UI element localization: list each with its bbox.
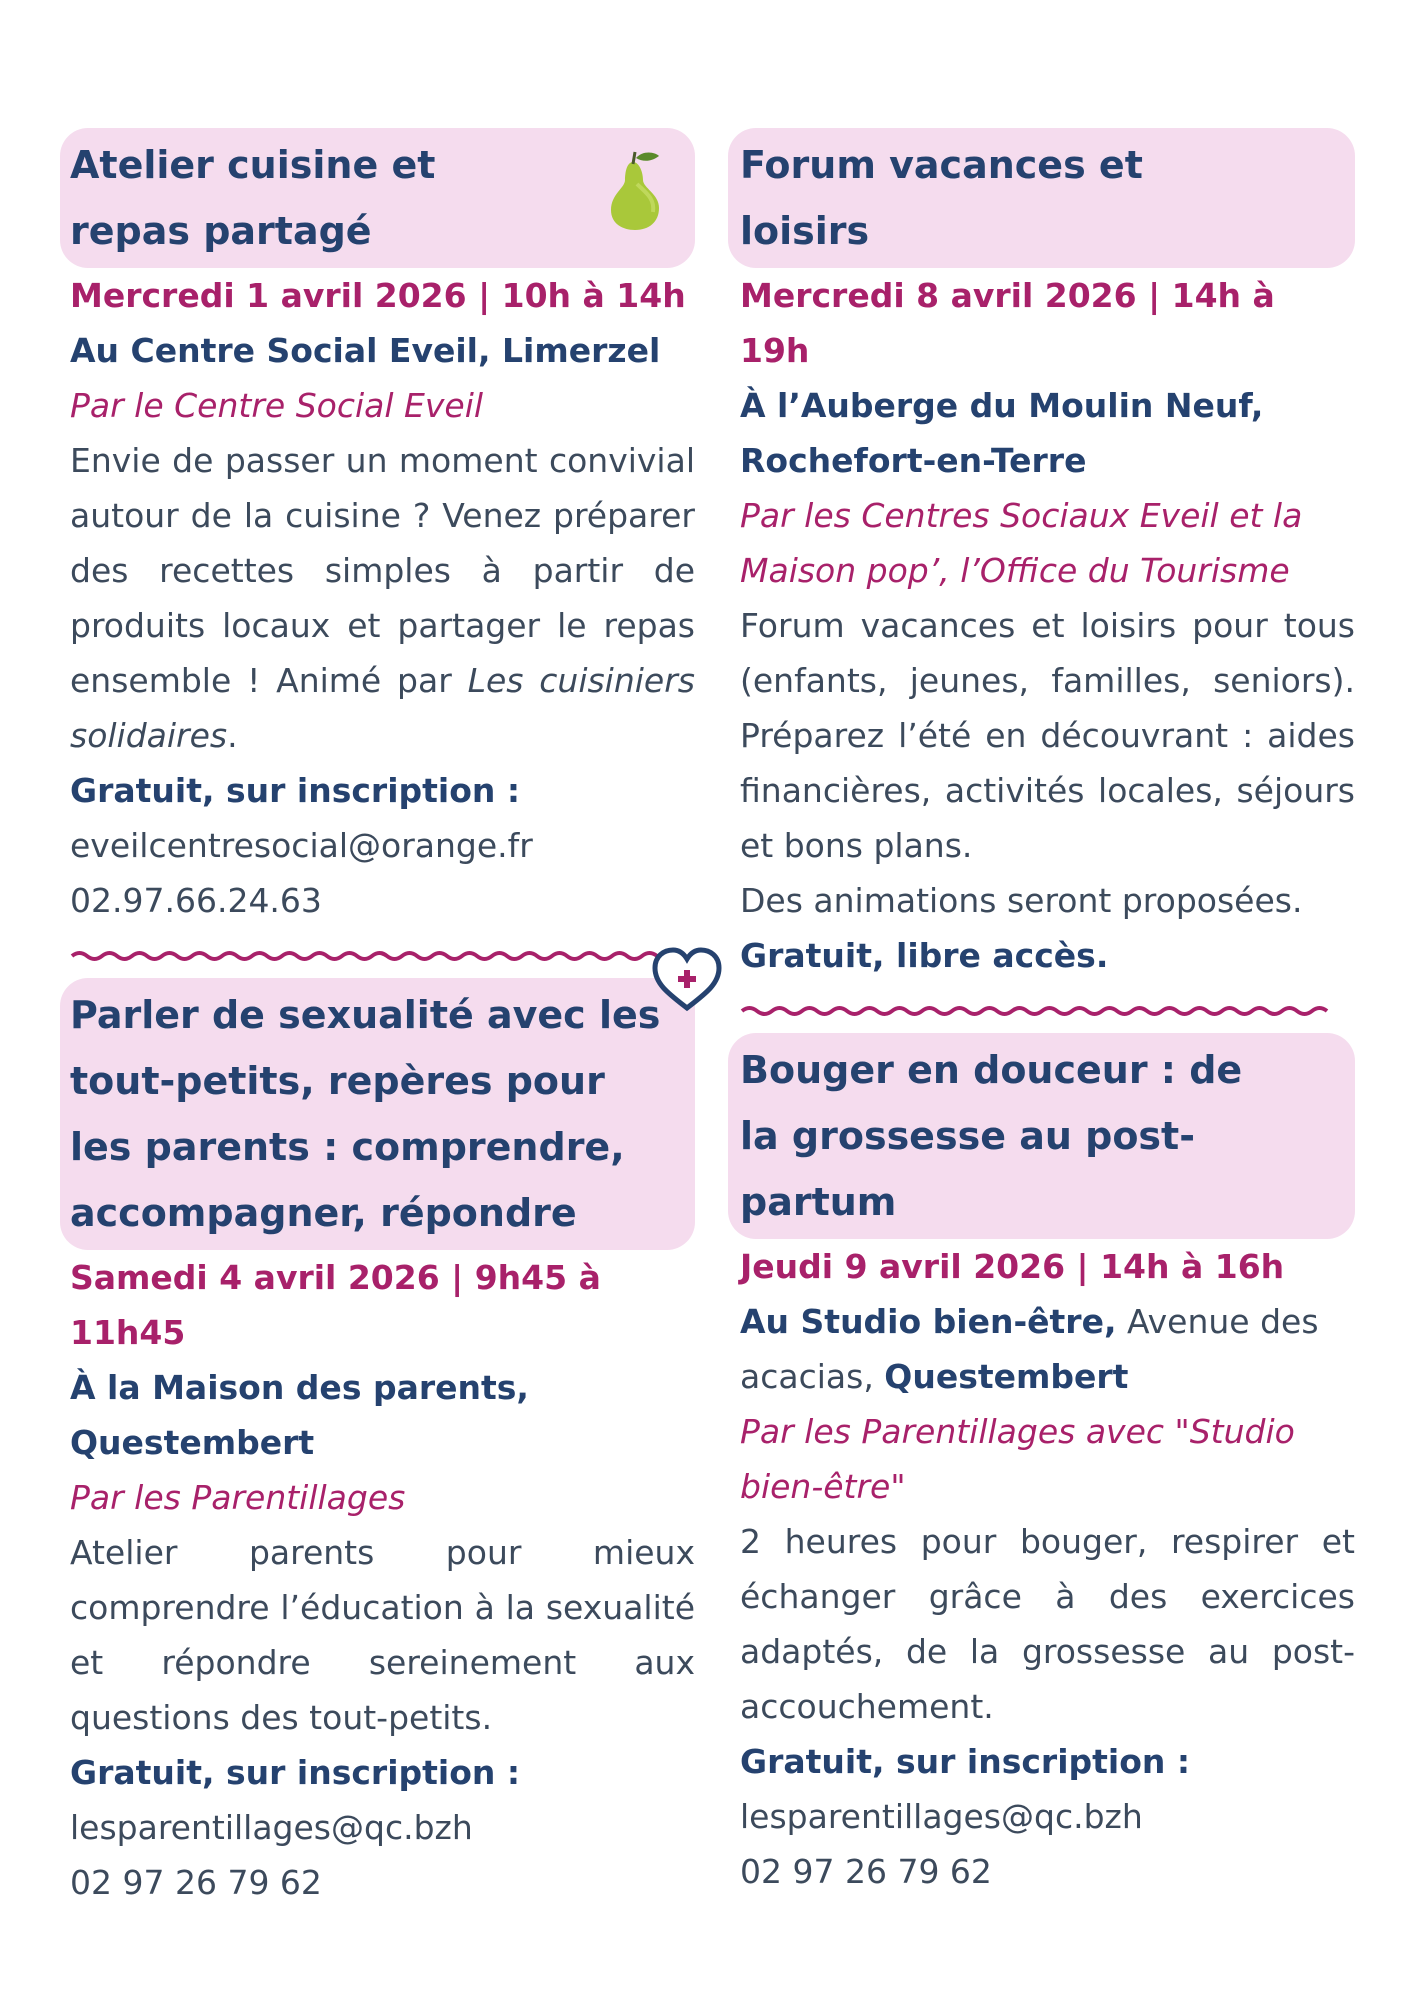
event-phone[interactable]: 02 97 26 79 62 [740,1852,992,1891]
description-end: . [227,716,238,755]
event-date: Mercredi 8 avril 2026 | 14h à 19h [740,276,1275,370]
event-description: Forum vacances et loisirs pour tous (enfants, jeunes, familles, seniors). Préparez l’été en découvrant : aides financières, activités locales, séjours et bons plans. [740,606,1355,865]
left-column [70,128,695,1910]
event-date: Jeudi 9 avril 2026 | 14h à 16h [740,1247,1285,1286]
event-organizer: Par les Parentillages avec "Studio bien-être" [740,1412,1295,1506]
place-city: Questembert [884,1357,1129,1396]
heart-plus-icon [649,944,725,1014]
event-place: À l’Auberge du Moulin Neuf, Rochefort-en-Terre [740,386,1264,480]
event-forum-vacances [740,128,1355,983]
event-description [70,433,695,763]
wave-divider [70,948,670,964]
event-title: Bouger en douceur : de la grossesse au post-partum [740,1048,1243,1224]
event-place: À la Maison des parents, Questembert [70,1368,529,1462]
event-place [740,1294,1355,1404]
wave-divider [740,1003,1340,1019]
event-title-box [728,128,1355,268]
place-bold: Au Studio bien-être, [740,1302,1117,1341]
event-place: Au Centre Social Eveil, Limerzel [70,331,661,370]
event-organizer: Par les Parentillages [70,1478,406,1517]
event-description-extra: Des animations seront proposées. [740,881,1303,920]
event-email[interactable]: eveilcentresocial@orange.fr [70,826,533,865]
event-phone[interactable]: 02 97 26 79 62 [70,1863,322,1902]
event-access: Gratuit, sur inscription : [70,1753,521,1792]
description-italic: Les cuisiniers solidaires [70,661,695,755]
event-title: Parler de sexualité avec les tout-petits, repères pour les parents : comprendre, accompagner, répondre [70,993,661,1235]
description-text: Envie de passer un moment convivial autour de la cuisine ? Venez préparer des recettes simples à partir de produits locaux et partager le repas ensemble ! Animé par [70,441,695,700]
event-email[interactable]: lesparentillages@qc.bzh [70,1808,473,1847]
event-phone[interactable]: 02.97.66.24.63 [70,881,322,920]
event-atelier-cuisine [70,128,695,928]
event-title-box [60,128,695,268]
event-parler-sexualite [70,978,695,1910]
event-bouger-douceur [740,1033,1355,1899]
pear-icon [597,150,669,232]
event-description: 2 heures pour bouger, respirer et échanger grâce à des exercices adaptés, de la grossesse au post-accouchement. [740,1522,1355,1726]
event-date: Mercredi 1 avril 2026 | 10h à 14h [70,276,686,315]
event-access: Gratuit, libre accès. [740,936,1109,975]
event-title: Atelier cuisine et repas partagé [70,143,436,253]
right-column [740,128,1355,1899]
event-access: Gratuit, sur inscription : [740,1742,1191,1781]
event-description: Atelier parents pour mieux comprendre l’éducation à la sexualité et répondre sereinement aux questions des tout-petits. [70,1533,695,1737]
event-title-box [60,978,695,1250]
event-organizer: Par le Centre Social Eveil [70,386,484,425]
event-access: Gratuit, sur inscription : [70,771,521,810]
event-organizer: Par les Centres Sociaux Eveil et la Maison pop’, l’Office du Tourisme [740,496,1303,590]
place-normal: Avenue des acacias, [740,1302,1319,1396]
event-date: Samedi 4 avril 2026 | 9h45 à 11h45 [70,1258,601,1352]
event-title: Forum vacances et loisirs [740,143,1143,253]
event-title-box [728,1033,1355,1239]
event-email[interactable]: lesparentillages@qc.bzh [740,1797,1143,1836]
